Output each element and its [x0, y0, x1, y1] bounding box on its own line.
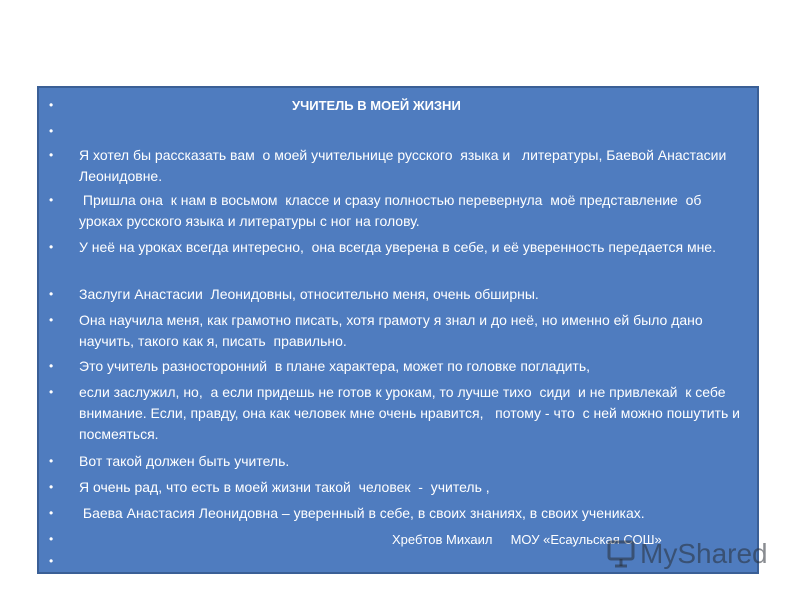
paragraph-text: Я очень рад, что есть в моей жизни такой человек - учитель ,: [79, 479, 490, 495]
list-item: [49, 95, 745, 116]
paragraph-text: Я хотел бы рассказать вам о моей учительнице русского языка и литературы, Баевой Анастасии Леонидовне.: [79, 147, 731, 184]
bullet-icon: •: [49, 506, 54, 520]
bullet-icon: •: [49, 385, 54, 399]
paragraph-text: Заслуги Анастасии Леонидовны, относительно меня, очень обширны.: [79, 286, 539, 302]
list-item: [49, 190, 745, 232]
bullet-icon: •: [49, 359, 54, 373]
list-item: [49, 382, 745, 445]
signature-text: Хребтов Михаил МОУ «Есаульская СОШ»: [392, 532, 662, 547]
watermark-text: MyShared: [640, 538, 768, 569]
bullet-icon: •: [49, 193, 54, 207]
bullet-icon: •: [49, 554, 54, 568]
bullet-icon: •: [49, 240, 54, 254]
list-item: [49, 356, 745, 377]
bullet-icon: •: [49, 454, 54, 468]
list-item: [49, 310, 745, 352]
text-panel: [37, 86, 759, 574]
list-item: [49, 237, 745, 258]
bullet-icon: •: [49, 480, 54, 494]
paragraph-text: Она научила меня, как грамотно писать, хотя грамоту я знал и до неё, но именно ей было дано научить, такого как я, писать правильно.: [79, 312, 707, 349]
list-item: [49, 284, 745, 305]
paragraph-text: У неё на уроках всегда интересно, она всегда уверена в себе, и её уверенность передается мне.: [79, 239, 716, 255]
bullet-icon: •: [49, 124, 54, 138]
list-item: [49, 451, 745, 472]
paragraph-text: Вот такой должен быть учитель.: [79, 453, 290, 469]
list-item: [49, 503, 745, 524]
list-item: [49, 477, 745, 498]
paragraph-text: если заслужил, но, а если придешь не готов к урокам, то лучше тихо сиди и не привлекай к себе внимание. Если, правду, она как человек мне очень нравится, потому - что с ней можно пошутить и посмеяться.: [79, 384, 744, 442]
bullet-icon: •: [49, 287, 54, 301]
bullet-icon: •: [49, 98, 54, 112]
paragraph-text: Это учитель разносторонний в плане характера, может по головке погладить,: [79, 358, 591, 374]
bullet-icon: •: [49, 148, 54, 162]
paragraph-text: Пришла она к нам в восьмом классе и сразу полностью перевернула моё представление об уроках русского языка и литературы с ног на голову.: [79, 192, 710, 229]
list-item: [49, 145, 745, 187]
paragraph-text: Баева Анастасия Леонидовна – уверенный в себе, в своих знаниях, в своих учениках.: [79, 505, 645, 521]
bullet-icon: •: [49, 532, 54, 546]
bullet-icon: •: [49, 313, 54, 327]
list-item: [49, 529, 745, 550]
document-title: УЧИТЕЛЬ В МОЕЙ ЖИЗНИ: [292, 98, 461, 113]
